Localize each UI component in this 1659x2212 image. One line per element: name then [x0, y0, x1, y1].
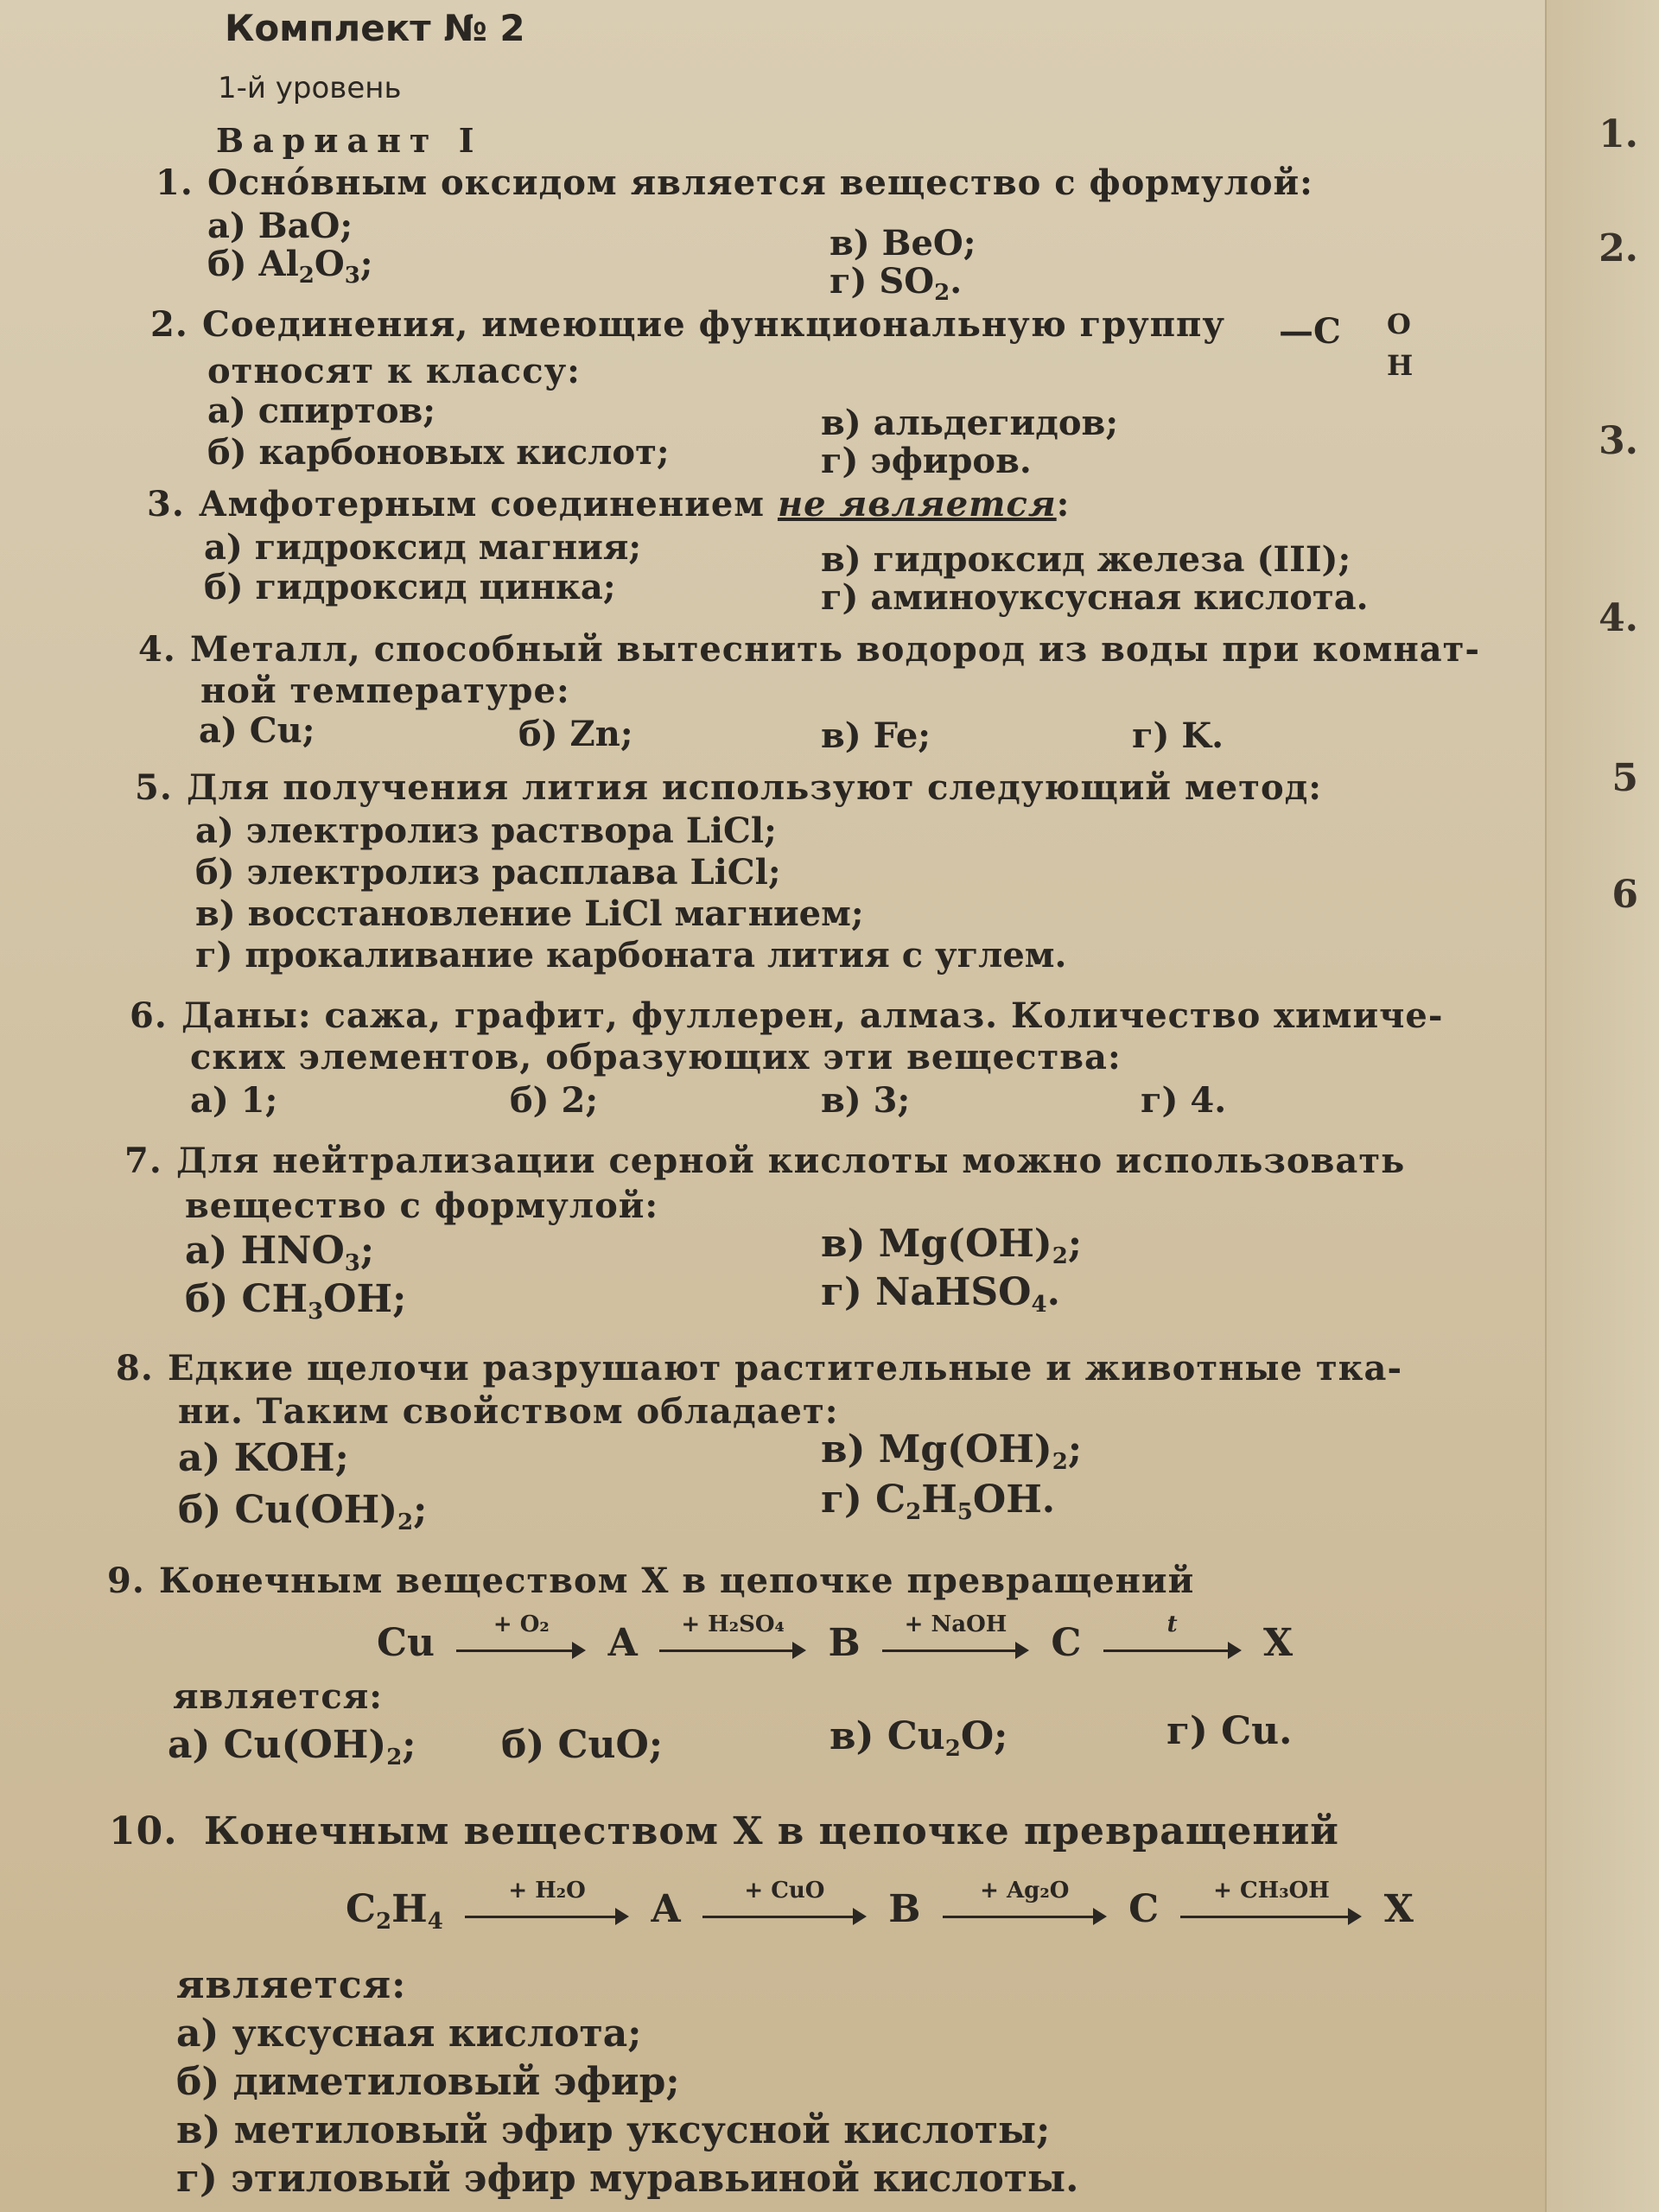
question-text: Для получения лития используют следующий метод:: [187, 767, 1323, 808]
question-5: [135, 767, 1322, 808]
question-number: 1.: [156, 162, 194, 203]
question-number: 10.: [109, 1809, 178, 1853]
reaction-arrow: + CH₃OH: [1180, 1895, 1362, 1929]
option-b: б) $Cu(OH)_2$;: [178, 1488, 428, 1535]
option-a: а) $Cu(OH)_2$;: [168, 1723, 416, 1770]
margin-number: 3.: [1599, 419, 1638, 463]
option-b: б) гидроксид цинка;: [204, 567, 616, 607]
question-number: 8.: [116, 1348, 154, 1389]
question-2: [150, 304, 1225, 345]
question-text-cont: вещество с формулой:: [185, 1185, 659, 1226]
reaction-arrow: + CuO: [702, 1895, 867, 1929]
question-text-cont: ной температуре:: [200, 671, 570, 711]
option-b: б) электролиз расплава LiCl;: [195, 852, 781, 893]
option-b: б) 2;: [510, 1080, 599, 1121]
option-v: в) метиловый эфир уксусной кислоты;: [176, 2108, 1051, 2152]
question-text-cont: является:: [176, 1963, 407, 2007]
question-text: Даны: сажа, графит, фуллерен, алмаз. Количество химиче-: [181, 995, 1444, 1036]
option-v: в) гидроксид железа (III);: [821, 539, 1351, 580]
question-6: [130, 995, 1443, 1036]
option-v: в) $Mg(OH)_2$;: [821, 1427, 1083, 1475]
question-text: Конечным веществом X в цепочке превращений: [204, 1809, 1339, 1853]
question-text: Металл, способный вытеснить водород из воды при комнат-: [190, 629, 1481, 670]
chain-substance: C: [1051, 1621, 1082, 1665]
option-g: г) аминоуксусная кислота.: [821, 577, 1369, 618]
margin-number: 1.: [1599, 112, 1638, 156]
option-g: г) прокаливание карбоната лития с углем.: [195, 935, 1067, 976]
option-a: а) $HNO_3$;: [185, 1229, 375, 1276]
question-10: [109, 1809, 1339, 1853]
reaction-arrow: + H₂SO₄: [659, 1629, 806, 1663]
option-a: а) уксусная кислота;: [176, 2012, 642, 2056]
question-number: 4.: [138, 629, 176, 670]
option-a: а) 1;: [190, 1080, 278, 1121]
option-g: г) $C_2H_5OH$.: [821, 1478, 1056, 1525]
option-g: г) Cu.: [1166, 1709, 1293, 1753]
option-b: б) карбоновых кислот;: [207, 432, 670, 473]
question-number: 2.: [150, 304, 188, 345]
question-number: 3.: [147, 484, 185, 524]
level-label: 1-й уровень: [218, 71, 402, 105]
reaction-chain-10: [346, 1877, 1414, 1935]
question-number: 6.: [130, 995, 168, 1036]
question-4: [138, 629, 1480, 670]
next-page-margin: [1545, 0, 1659, 2212]
question-text-cont: ских элементов, образующих эти вещества:: [190, 1037, 1122, 1077]
question-number: 7.: [124, 1141, 162, 1181]
margin-number: 4.: [1599, 596, 1638, 640]
option-g: г) 4.: [1141, 1080, 1227, 1121]
margin-number: 5: [1611, 756, 1638, 800]
kit-title: Комплект № 2: [225, 7, 525, 49]
reaction-arrow: + NaOH: [882, 1629, 1029, 1663]
question-text: Конечным веществом X в цепочке превращений: [159, 1560, 1195, 1601]
option-g: г) K.: [1132, 715, 1224, 756]
question-8: [116, 1348, 1402, 1389]
reaction-chain-9: [377, 1611, 1294, 1665]
chain-substance: A: [651, 1887, 681, 1931]
question-3: 3. Амфотерным соединением не является:: [147, 484, 1071, 524]
option-a: а) спиртов;: [207, 391, 436, 431]
chain-product: X: [1263, 1621, 1294, 1665]
option-a: а) Cu;: [199, 710, 315, 751]
aldehyde-group-o: O: [1387, 308, 1411, 340]
question-9: [107, 1560, 1194, 1601]
chain-substance: B: [828, 1621, 861, 1665]
option-g: г) $SO_2$.: [830, 261, 963, 306]
question-1: [156, 162, 1313, 203]
option-v: в) восстановление LiCl магнием;: [195, 893, 864, 934]
option-g: г) NaHSO$_4$.: [821, 1270, 1060, 1318]
option-v: в) $Cu_2O$;: [830, 1714, 1008, 1762]
option-g: г) эфиров.: [821, 441, 1032, 481]
question-text-cont: ни. Таким свойством обладает:: [178, 1391, 839, 1432]
question-text: Соединения, имеющие функциональную группу: [202, 304, 1225, 345]
reaction-arrow: t: [1103, 1629, 1242, 1663]
question-number: 9.: [107, 1560, 145, 1601]
question-text-cont: является:: [173, 1676, 384, 1717]
chain-start: Cu: [377, 1621, 435, 1665]
question-text: Амфотерным соединением: [199, 484, 766, 524]
option-b: б) $CH_3OH$;: [185, 1277, 407, 1325]
margin-number: 2.: [1599, 226, 1638, 270]
question-emphasis: не является: [777, 484, 1057, 524]
option-v: в) $Mg(OH)_2$;: [821, 1222, 1083, 1269]
option-b: б) диметиловый эфир;: [176, 2060, 680, 2104]
question-text: Едкие щелочи разрушают растительные и животные тка-: [168, 1348, 1403, 1389]
question-text-cont: относят к классу:: [207, 351, 581, 391]
option-a: а) электролиз раствора LiCl;: [195, 810, 777, 851]
option-v: в) Fe;: [821, 715, 931, 756]
variant-label: Вариант I: [216, 121, 483, 160]
option-a: а) KOH;: [178, 1436, 349, 1480]
option-g: г) этиловый эфир муравьиной кислоты.: [176, 2157, 1079, 2201]
option-v: в) 3;: [821, 1080, 911, 1121]
option-a: а) гидроксид магния;: [204, 527, 642, 568]
reaction-arrow: + H₂O: [465, 1895, 629, 1929]
question-text: Осно́вным оксидом является вещество с формулой:: [207, 162, 1313, 203]
reaction-arrow: + O₂: [456, 1629, 586, 1663]
option-b: б) Zn;: [518, 714, 633, 754]
question-text: Для нейтрализации серной кислоты можно использовать: [176, 1141, 1406, 1181]
chain-start: $C_2H_4$: [346, 1887, 443, 1935]
question-number: 5.: [135, 767, 173, 808]
chain-substance: C: [1128, 1887, 1160, 1931]
aldehyde-group: —C: [1279, 311, 1341, 352]
margin-number: 6: [1611, 873, 1638, 917]
option-b: б) $Al_2O_3$;: [207, 244, 373, 289]
chain-product: X: [1383, 1887, 1414, 1931]
chain-substance: A: [607, 1621, 638, 1665]
reaction-arrow: + Ag₂O: [943, 1895, 1107, 1929]
question-7: [124, 1141, 1405, 1181]
chain-substance: B: [888, 1887, 921, 1931]
option-b: б) CuO;: [501, 1723, 664, 1767]
option-v: в) альдегидов;: [821, 403, 1119, 443]
aldehyde-group-h: H: [1387, 349, 1414, 382]
option-v: в) BeO;: [830, 223, 976, 264]
option-a: а) BaO;: [207, 206, 353, 246]
